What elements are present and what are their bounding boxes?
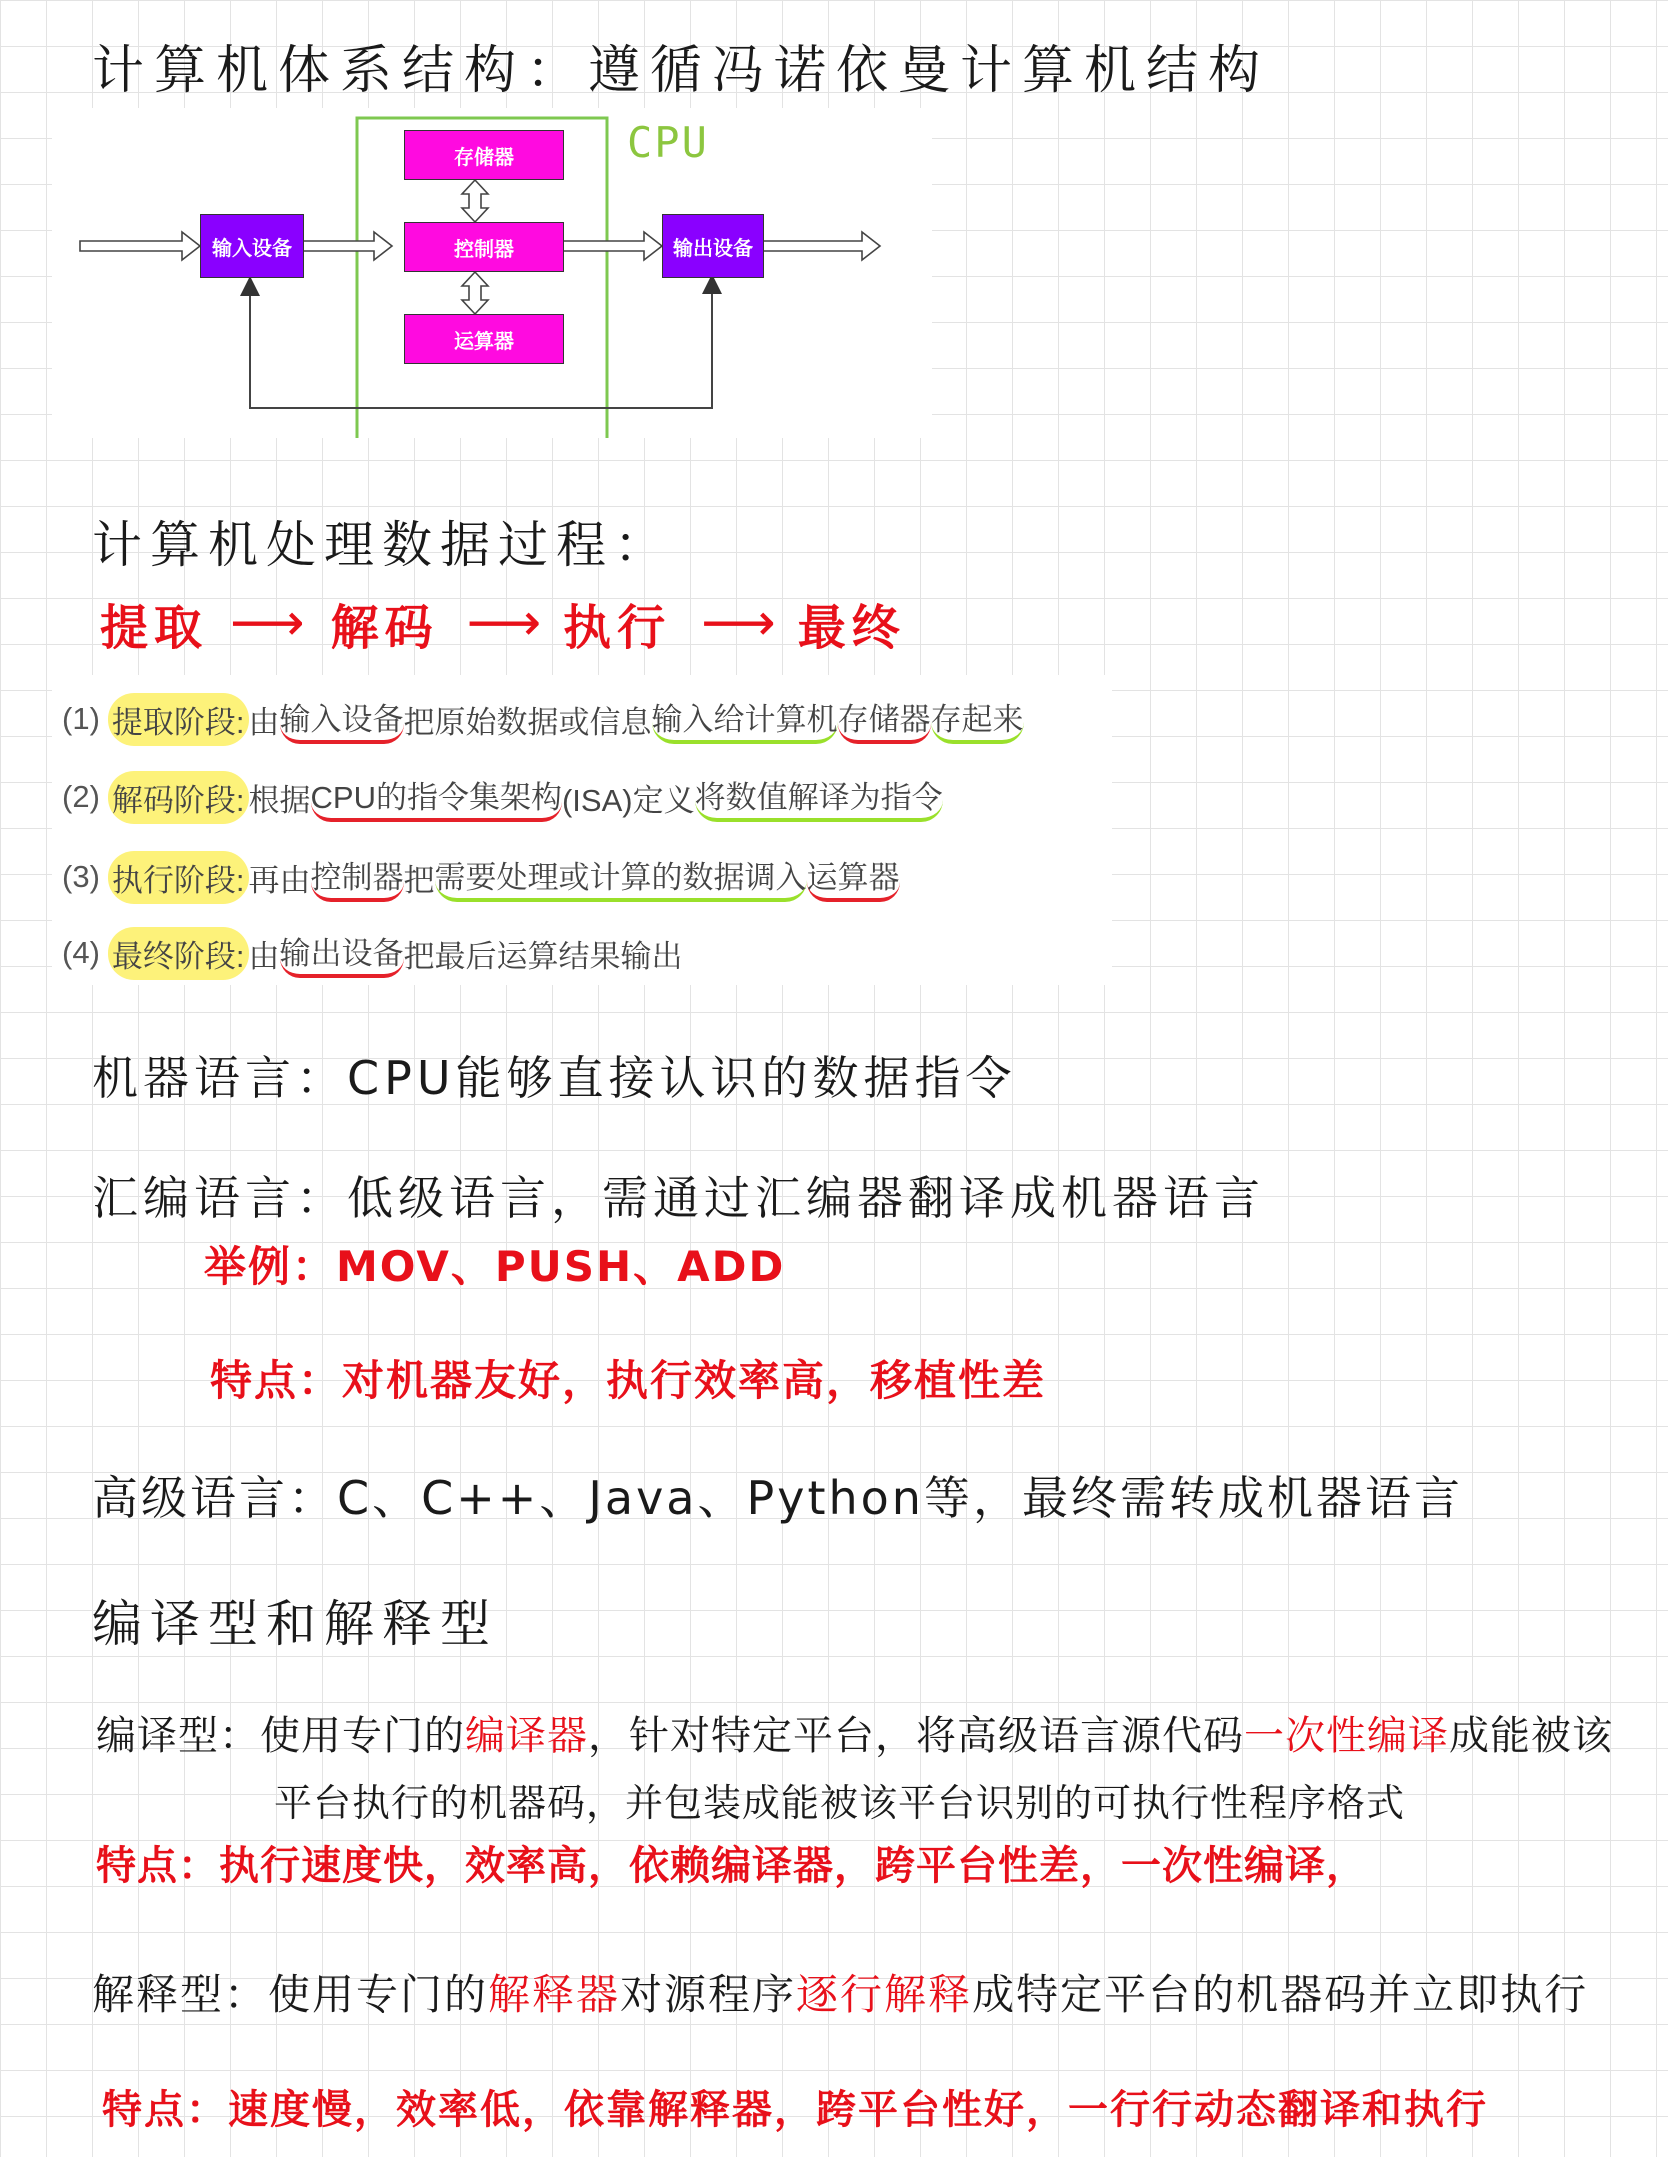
flow-step-final: 最终 (797, 599, 906, 656)
stage-row-final (62, 927, 683, 979)
stage-key-red: 输入设备 (280, 694, 404, 744)
flow-arrow-icon: ⟶ (701, 593, 776, 653)
cpu-label: CPU (627, 118, 709, 167)
stage-text: 由 (248, 704, 280, 740)
stage-label: 提取阶段: (108, 693, 249, 746)
interpreted-text: 对源程序 (620, 1970, 797, 2019)
stage-text: 由 (248, 938, 280, 974)
types-heading: 编译型和解释型 (92, 1595, 498, 1653)
stage-text: 再由 (248, 862, 311, 898)
flow-step-decode: 解码 (330, 599, 439, 656)
stage-number: (2) (62, 779, 100, 814)
stage-key-red: 输出设备 (280, 928, 404, 978)
interpreted-emph: 逐行解释 (796, 1970, 973, 2019)
process-stage-list (52, 675, 1112, 985)
stage-text: (ISA)定义 (561, 782, 695, 818)
assembly-language-note: 汇编语言：低级语言，需通过汇编器翻译成机器语言 (92, 1171, 1265, 1225)
machine-language-note: 机器语言：CPU能够直接认识的数据指令 (92, 1051, 1017, 1105)
compiled-line-2: 平台执行的机器码，并包装成能被该平台识别的可执行性程序格式 (274, 1781, 1406, 1825)
high-level-language-note: 高级语言：C、C++、Java、Python等，最终需转成机器语言 (92, 1471, 1463, 1525)
stage-text: 把最后运算结果输出 (403, 938, 683, 974)
storage-box: 存储器 (404, 130, 564, 180)
stage-text: 根据 (248, 782, 311, 818)
compiled-feature: 特点：执行速度快，效率高，依赖编译器，跨平台性差，一次性编译， (96, 1843, 1367, 1889)
compiled-line-1 (96, 1704, 1613, 1761)
stage-key-red: 运算器 (807, 852, 900, 902)
flow-step-execute: 执行 (563, 599, 672, 656)
stage-key-red: 控制器 (311, 852, 404, 902)
page-title: 计算机体系结构：遵循冯诺依曼计算机结构 (92, 41, 1271, 101)
stage-row-fetch (62, 693, 1024, 745)
stage-label: 解码阶段: (108, 771, 249, 824)
stage-key-red: 存储器 (838, 694, 931, 744)
interpreted-line-1 (92, 1962, 1588, 2022)
stage-number: (4) (62, 935, 100, 970)
stage-number: (3) (62, 859, 100, 894)
stage-key-green: 将数值解译为指令 (695, 772, 943, 822)
interpreted-tool: 解释器 (488, 1970, 621, 2019)
compiled-text-end: 成能被该 (1449, 1713, 1613, 1759)
compiled-emph: 一次性编译 (1244, 1713, 1449, 1759)
von-neumann-diagram (52, 108, 932, 438)
alu-box: 运算器 (404, 314, 564, 364)
compiled-text: ，针对特定平台，将高级语言源代码 (588, 1713, 1244, 1759)
stage-key-green: 需要处理或计算的数据调入 (435, 852, 807, 902)
stage-label: 执行阶段: (108, 851, 249, 904)
process-heading: 计算机处理数据过程： (92, 516, 672, 574)
assembly-example: 举例：MOV、PUSH、ADD (204, 1242, 786, 1291)
stage-key-red: CPU的指令集架构 (311, 772, 562, 822)
output-device-box: 输出设备 (662, 214, 764, 278)
stage-text: 把原始数据或信息 (403, 704, 652, 740)
assembly-feature: 特点：对机器友好，执行效率高，移植性差 (210, 1356, 1047, 1405)
interpreted-text-end: 成特定平台的机器码并立即执行 (972, 1970, 1589, 2019)
stage-row-decode (62, 771, 943, 823)
flow-step-fetch: 提取 (100, 599, 209, 656)
stage-number: (1) (62, 701, 100, 736)
flow-arrow-icon: ⟶ (230, 593, 305, 653)
process-flow (100, 588, 906, 658)
input-device-box: 输入设备 (200, 214, 304, 278)
flow-arrow-icon: ⟶ (466, 593, 542, 653)
stage-key-green: 输入给计算机 (652, 694, 838, 744)
stage-text: 把 (403, 862, 435, 898)
compiled-label: 编译型：使用专门的 (96, 1713, 465, 1759)
stage-key-green: 存起来 (931, 694, 1024, 744)
stage-row-execute (62, 851, 900, 903)
controller-box: 控制器 (404, 222, 564, 272)
interpreted-feature: 特点：速度慢，效率低，依靠解释器，跨平台性好，一行行动态翻译和执行 (102, 2087, 1488, 2133)
compiled-tool: 编译器 (465, 1713, 588, 1759)
stage-label: 最终阶段: (108, 927, 249, 980)
interpreted-label: 解释型：使用专门的 (92, 1970, 489, 2019)
